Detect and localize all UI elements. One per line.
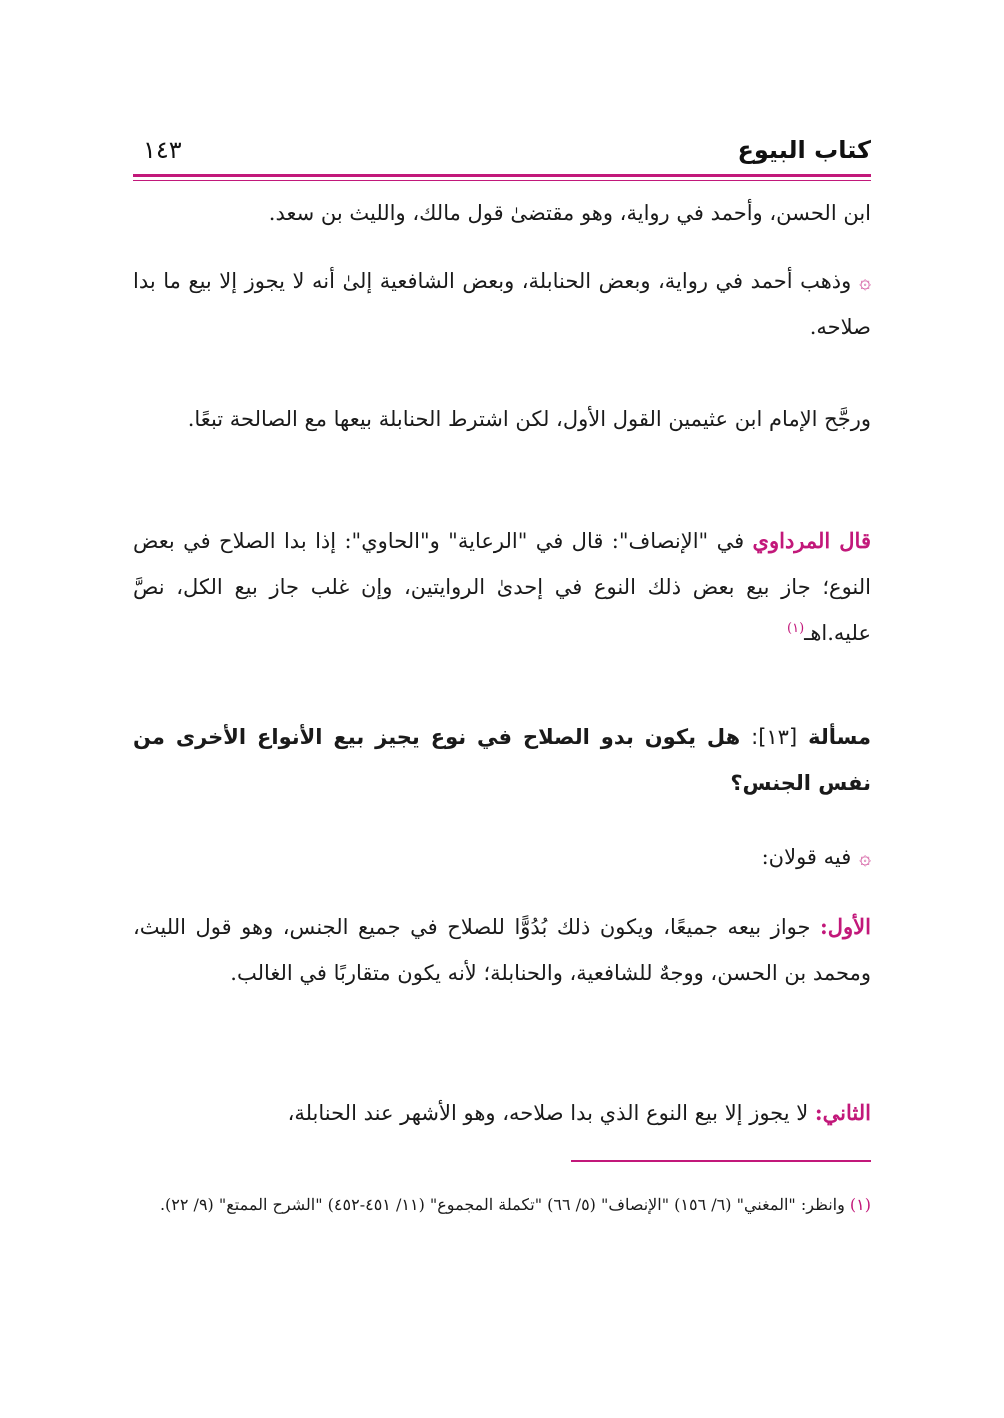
question-heading — [133, 714, 871, 806]
paragraph-1 — [133, 190, 871, 236]
question-number: [١٣]: — [751, 725, 798, 749]
paragraph-7-text: لا يجوز إلا بيع النوع الذي بدا صلاحه، وهو الأشهر عند الحنابلة، — [287, 1101, 815, 1125]
paragraph-3 — [133, 396, 871, 442]
footnote-reference[interactable]: (١) — [787, 621, 805, 636]
footnote-mark: (١) — [849, 1195, 871, 1214]
footnote-text: وانظر: "المغني" (٦/ ١٥٦) "الإنصاف" (٥/ ٦٦) "تكملة المجموع" (١١/ ٤٥١-٤٥٢) "الشرح الممتع" (٩/ ٢٢). — [159, 1195, 850, 1214]
paragraph-2 — [133, 258, 871, 350]
paragraph-5 — [133, 834, 871, 880]
footnote-separator — [571, 1160, 871, 1162]
paragraph-3-text: ورجَّح الإمام ابن عثيمين القول الأول، لكن اشترط الحنابلة بيعها مع الصالحة تبعًا. — [187, 407, 871, 431]
chapter-title: كتاب البيوع — [737, 136, 871, 164]
paragraph-4-lead: قال المرداوي — [752, 528, 871, 553]
paragraph-4-text: في "الإنصاف": قال في "الرعاية" و"الحاوي": إذا بدا الصلاح في بعض النوع؛ جاز بيع بعض ذلك النوع في إحدىٰ الروايتين، وإن غلب جاز بيع الكل، نصَّ عليه.اهـ — [133, 529, 871, 645]
paragraph-6 — [133, 904, 871, 996]
paragraph-7-lead: الثاني: — [814, 1100, 871, 1125]
paragraph-7 — [133, 1090, 871, 1136]
paragraph-1-text: ابن الحسن، وأحمد في رواية، وهو مقتضىٰ قول مالك، والليث بن سعد. — [268, 201, 871, 225]
paragraph-6-lead: الأول: — [820, 914, 871, 939]
question-label: مسألة — [797, 725, 871, 749]
flower-ornament-icon: ۞ — [859, 845, 871, 869]
paragraph-4 — [133, 518, 871, 656]
header-rule-thick — [133, 174, 871, 177]
flower-ornament-icon: ۞ — [859, 269, 871, 293]
footnote — [133, 1188, 871, 1222]
page-number: ١٤٣ — [143, 136, 182, 164]
page-header — [133, 124, 871, 174]
paragraph-2-text: وذهب أحمد في رواية، وبعض الحنابلة، وبعض الشافعية إلىٰ أنه لا يجوز إلا بيع ما بدا صلاحه. — [133, 269, 871, 339]
paragraph-5-text: فيه قولان: — [761, 845, 852, 869]
question-text: هل يكون بدو الصلاح في نوع يجيز بيع الأنواع الأخرى من نفس الجنس؟ — [133, 725, 871, 795]
header-rule-thin — [133, 180, 871, 181]
paragraph-6-text: جواز بيعه جميعًا، ويكون ذلك بُدُوًّا للصلاح في جميع الجنس، وهو قول الليث، ومحمد بن الحسن، ووجهٌ للشافعية، والحنابلة؛ لأنه يكون متقاربًا في الغالب. — [133, 915, 871, 985]
